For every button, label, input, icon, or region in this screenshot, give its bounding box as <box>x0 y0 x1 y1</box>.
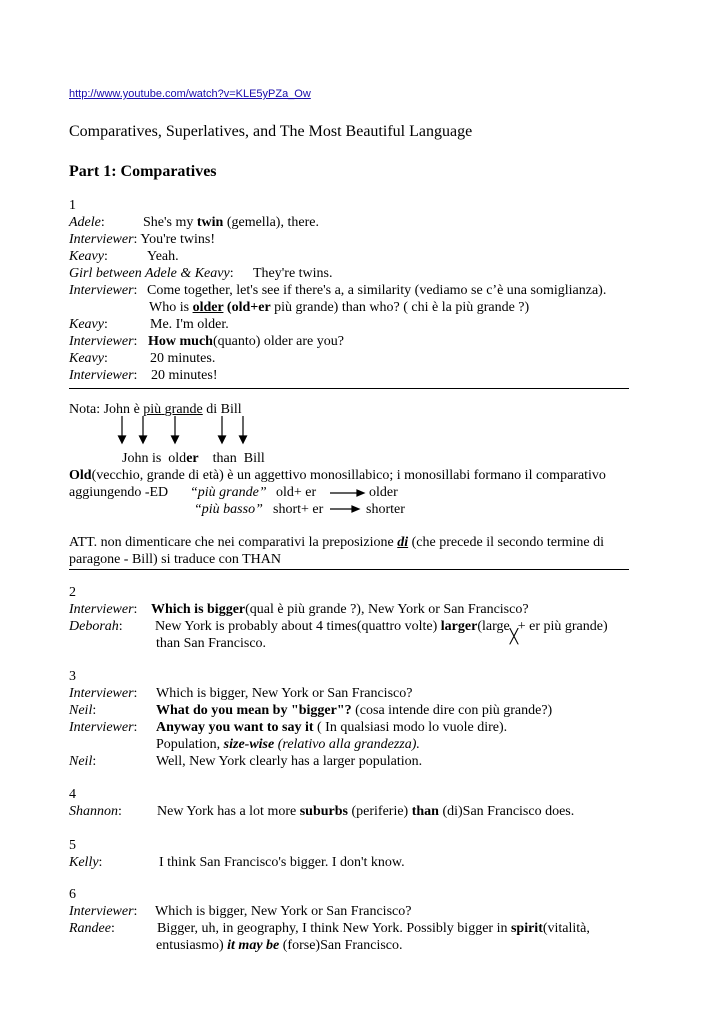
section-number: 1 <box>69 198 76 213</box>
dialogue-line: Interviewer: <box>69 686 138 701</box>
speaker: Adele <box>69 215 101 230</box>
dialogue-line: Interviewer: <box>69 720 138 735</box>
dialogue-text: Well, New York clearly has a larger population. <box>156 754 423 769</box>
dialogue-line: Randee: <box>69 921 115 936</box>
speaker: Deborah <box>69 619 119 634</box>
dialogue-text: Which is bigger, New York or San Francisco? <box>155 904 412 919</box>
dialogue-line: Deborah: <box>69 619 123 634</box>
dialogue-line: Interviewer: <box>69 602 138 617</box>
dialogue-text: 20 minutes. <box>150 351 216 366</box>
dialogue-line: Kelly: <box>69 855 103 870</box>
arrowhead <box>352 506 359 512</box>
arrowhead <box>240 436 247 443</box>
dialogue-text: than San Francisco. <box>156 636 267 651</box>
arrowhead <box>172 436 179 443</box>
dialogue-text: Bigger, uh, in geography, I think New York. Possibly bigger in spirit(vitalità, <box>157 921 590 936</box>
dialogue-text: Me. I'm older. <box>150 317 229 332</box>
dialogue-text: Yeah. <box>147 249 179 264</box>
dialogue-line: Girl between Adele & Keavy: <box>69 266 234 281</box>
section-number: 2 <box>69 585 76 600</box>
dialogue-text: They're twins. <box>253 266 333 281</box>
dialogue-line: Neil: <box>69 703 97 718</box>
section-number: 3 <box>69 669 76 684</box>
part-1-heading: Part 1: Comparatives <box>69 163 217 180</box>
section-number: 5 <box>69 838 76 853</box>
speaker: Interviewer <box>69 904 134 919</box>
speaker: Randee <box>69 921 111 936</box>
nota-explanation: Old(vecchio, grande di età) è un aggettivo monosillabico; i monosillabi formano il comparativo <box>69 468 606 483</box>
example-formula: old+ er <box>276 485 317 500</box>
speaker: Girl between Adele & Keavy <box>69 266 230 281</box>
dialogue-text: Come together, let's see if there's a, a similarity (vediamo se c’è una somiglianza). <box>147 283 607 298</box>
dialogue-text: Anyway you want to say it ( In qualsiasi modo lo vuole dire). <box>156 720 508 735</box>
speaker: Keavy <box>69 351 104 366</box>
dialogue-line: Neil: <box>69 754 97 769</box>
video-link[interactable]: http://www.youtube.com/watch?v=KLE5yPZa_Ow <box>69 88 311 100</box>
arrowhead <box>140 436 147 443</box>
section-number: 6 <box>69 887 76 902</box>
dialogue-line: Keavy: <box>69 351 108 366</box>
example-italian: “più grande” <box>190 485 267 500</box>
dialogue-line: Shannon: <box>69 804 122 819</box>
arrowhead <box>119 436 126 443</box>
dialogue-text: New York has a lot more suburbs (periferie) than (di)San Francisco does. <box>157 804 575 819</box>
arrowhead <box>219 436 226 443</box>
speaker: Shannon <box>69 804 118 819</box>
example-italian: “più basso” <box>194 502 263 517</box>
dialogue-text: New York is probably about 4 times(quattro volte) larger(large ╳ + er più grande) <box>155 619 608 645</box>
speaker: Interviewer <box>69 232 134 247</box>
dialogue-line: Adele: <box>69 215 105 230</box>
nota-english: John is older than Bill <box>122 451 265 466</box>
speaker: Neil <box>69 754 93 769</box>
dialogue-line: Keavy: <box>69 317 108 332</box>
dialogue-line: Interviewer: You're twins! <box>69 232 216 247</box>
attention-note: ATT. non dimenticare che nei comparativi la preposizione di (che precede il secondo termine di <box>69 535 605 550</box>
dialogue-text: Who is older (old+er più grande) than who? ( chi è la più grande ?) <box>149 300 530 315</box>
dialogue-text: How much(quanto) older are you? <box>148 334 344 349</box>
divider <box>69 569 629 570</box>
example-result: older <box>369 485 398 500</box>
dialogue-line: Interviewer: <box>69 904 138 919</box>
speaker: Interviewer <box>69 368 134 383</box>
dialogue-text: 20 minutes! <box>151 368 218 383</box>
speaker: Interviewer <box>69 602 134 617</box>
speaker: Neil <box>69 703 93 718</box>
speaker: Interviewer <box>69 283 134 298</box>
example-formula: short+ er <box>273 502 324 517</box>
dialogue-text: Which is bigger(qual è più grande ?), New York or San Francisco? <box>151 602 529 617</box>
speaker: Keavy <box>69 249 104 264</box>
dialogue-text: What do you mean by "bigger"? (cosa intende dire con più grande?) <box>156 703 553 718</box>
dialogue-line: Interviewer: <box>69 283 138 298</box>
attention-note: paragone - Bill) si traduce con THAN <box>69 552 282 567</box>
dialogue-text: She's my twin (gemella), there. <box>143 215 319 230</box>
dialogue-text: entusiasmo) it may be (forse)San Francisco. <box>156 938 403 953</box>
speaker: Keavy <box>69 317 104 332</box>
arrowhead <box>357 490 364 496</box>
nota-rule: aggiungendo -ED <box>69 485 169 500</box>
dialogue-text: Which is bigger, New York or San Francisco? <box>156 686 413 701</box>
example-result: shorter <box>366 502 405 517</box>
nota-italian: Nota: John è più grande di Bill <box>69 402 242 417</box>
dialogue-line: Interviewer: <box>69 368 138 383</box>
dialogue-line: Interviewer: <box>69 334 138 349</box>
dialogue-text: Population, size-wise (relativo alla grandezza). <box>156 737 420 752</box>
speaker: Interviewer <box>69 686 134 701</box>
document-title: Comparatives, Superlatives, and The Most Beautiful Language <box>69 123 473 140</box>
section-number: 4 <box>69 787 76 802</box>
dialogue-line: Keavy: <box>69 249 108 264</box>
dialogue-text: I think San Francisco's bigger. I don't know. <box>159 855 405 870</box>
speaker: Interviewer <box>69 334 134 349</box>
speaker: Interviewer <box>69 720 134 735</box>
speaker: Kelly <box>69 855 99 870</box>
